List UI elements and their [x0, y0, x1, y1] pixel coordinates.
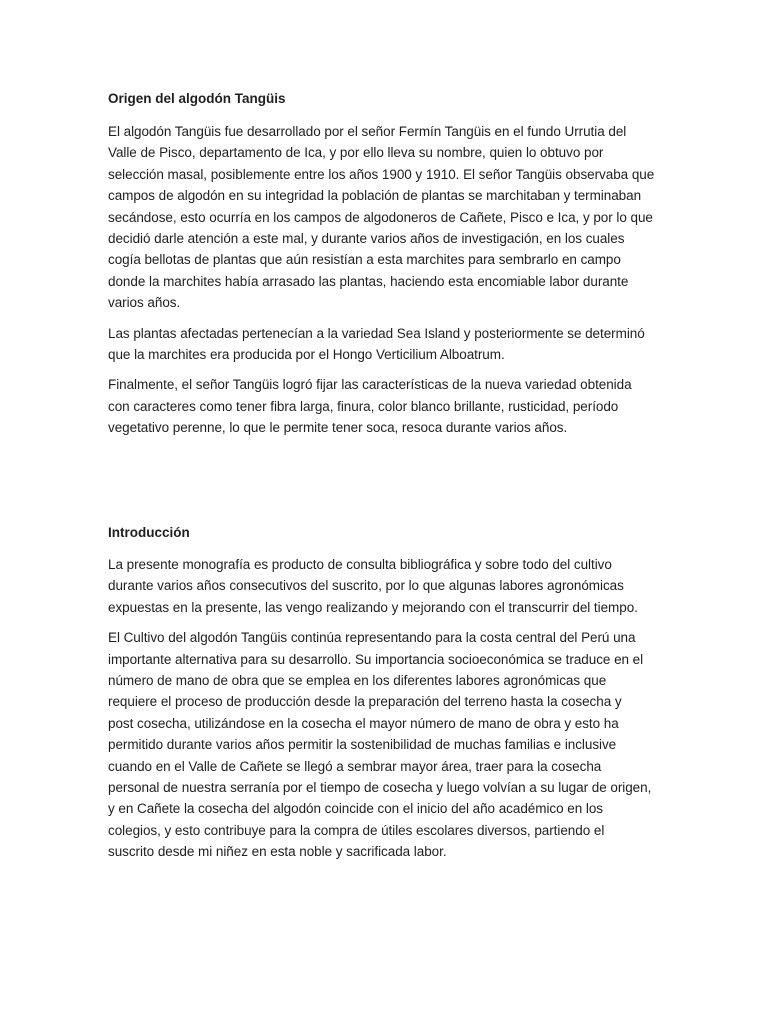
paragraph-cultivo [108, 627, 688, 862]
text-line: cuando en el Valle de Cañete se llegó a sembrar mayor área, traer para la cosecha [108, 758, 602, 774]
paragraph-monografia [108, 554, 688, 618]
section-heading: Origen del algodón Tangüis [108, 91, 286, 106]
text-line: expuestas en la presente, las vengo realizando y mejorando con el transcurrir del tiempo. [108, 599, 638, 615]
paragraph-origen-history [108, 121, 688, 314]
text-line: La presente monografía es producto de consulta bibliográfica y sobre todo del cultivo [108, 557, 612, 572]
text-line: importante alternativa para su desarrollo. Su importancia socioeconómica se traduce en el [108, 651, 644, 667]
paragraph-finalmente [108, 374, 688, 438]
section-introduccion [108, 522, 688, 863]
paragraph-sea-island [108, 323, 688, 366]
text-line: permitido durante varios años permitir la sostenibilidad de muchas familias e inclusive [108, 737, 617, 753]
text-line: requiere el proceso de producción desde la preparación del terreno hasta la cosecha y [108, 694, 622, 710]
text-line: durante varios años consecutivos del suscrito, por lo que algunas labores agronómicas [108, 578, 624, 594]
text-line: selección masal, posiblemente entre los años 1900 y 1910. El señor Tangüis observaba que [108, 166, 655, 182]
text-line: Finalmente, el señor Tangüis logró fijar las características de la nueva variedad obtenida [108, 377, 632, 393]
text-line: suscrito desde mi niñez en esta noble y sacrificada labor. [108, 844, 447, 860]
text-line: varios años. [108, 295, 181, 311]
text-line: campos de algodón en su integridad la población de plantas se marchitaban y terminaban [108, 188, 642, 204]
text-line: decidió darle atención a este mal, y durante varios años de investigación, en los cuales [108, 231, 625, 247]
text-line: secándose, esto ocurría en los campos de algodoneros de Cañete, Pisco e Ica, y por lo que [108, 209, 653, 225]
text-line: número de mano de obra que se emplea en los diferentes labores agronómicas que [108, 673, 607, 689]
text-line: personal de nuestra serranía por el tiempo de cosecha y luego volvían a su lugar de origen, [108, 780, 652, 796]
text-line: y en Cañete la cosecha del algodón coincide con el inicio del año académico en los [108, 801, 603, 817]
text-line: Valle de Pisco, departamento de Ica, y por ello lleva su nombre, quien lo obtuvo por [108, 145, 604, 161]
text-line: El Cultivo del algodón Tangüis continúa representando para la costa central del Perú una [108, 630, 636, 646]
section-heading: Introducción [108, 525, 190, 540]
text-line: con caracteres como tener fibra larga, finura, color blanco brillante, rusticidad, período [108, 398, 619, 414]
section-origen [108, 88, 688, 439]
text-line: Las plantas afectadas pertenecían a la variedad Sea Island y posteriormente se determinó [108, 325, 645, 341]
text-line: cogía bellotas de plantas que aún resistían a esta marchites para sembrarlo en campo [108, 252, 621, 268]
text-line: post cosecha, utilizándose en la cosecha el mayor número de mano de obra y esto ha [108, 715, 619, 731]
text-line: colegios, y esto contribuye para la compra de útiles escolares diversos, partiendo el [108, 822, 605, 838]
text-line: que la marchites era producida por el Hongo Verticilium Alboatrum. [108, 347, 505, 363]
text-line: vegetativo perenne, lo que le permite tener soca, resoca durante varios años. [108, 420, 568, 436]
text-line: El algodón Tangüis fue desarrollado por el señor Fermín Tangüis en el fundo Urrutia del [108, 124, 627, 139]
text-line: donde la marchites había arrasado las plantas, haciendo esta encomiable labor durante [108, 273, 629, 289]
